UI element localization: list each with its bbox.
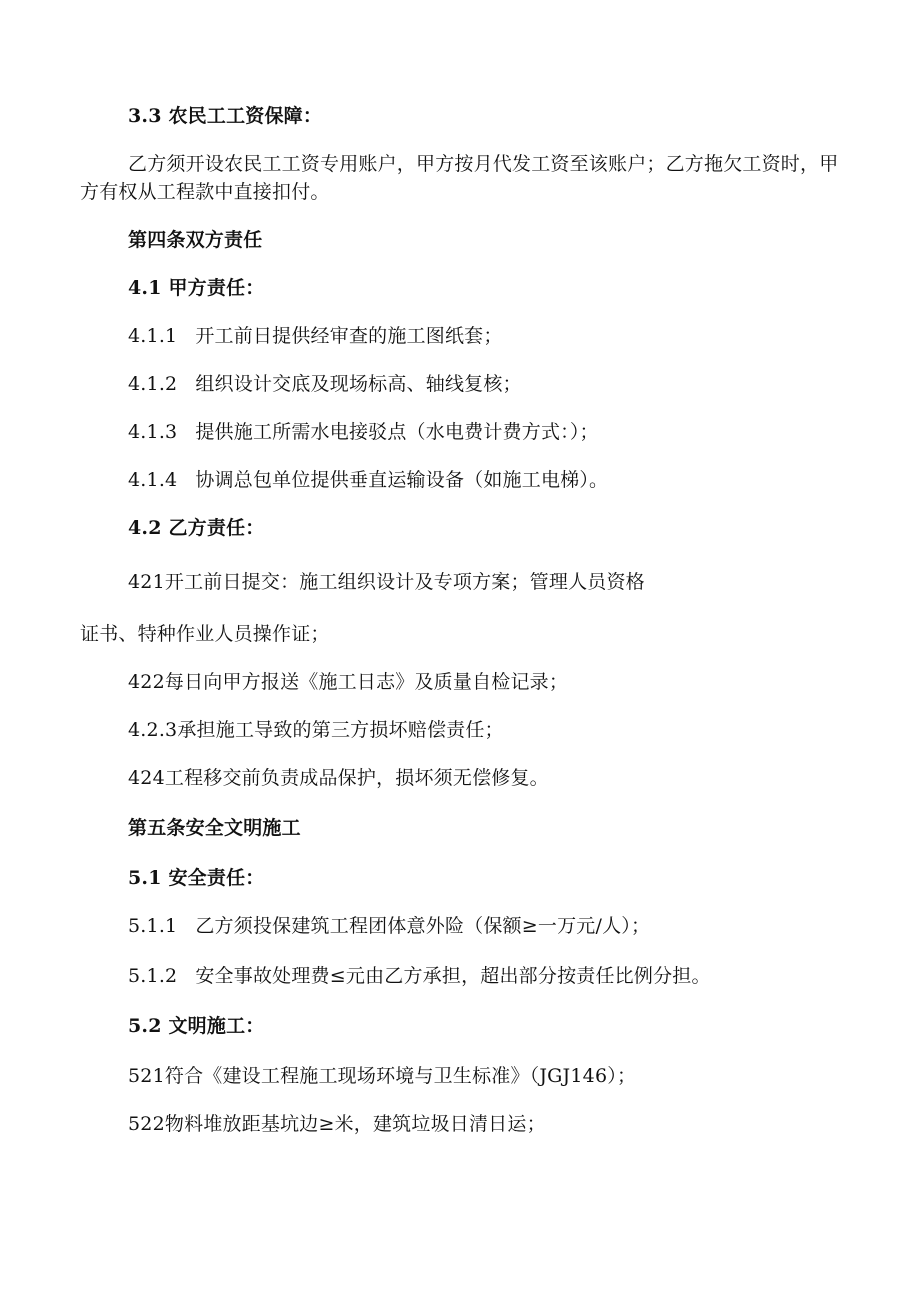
clause-4-1-1	[128, 324, 503, 348]
clause-4-2-1-line-1: 421开工前日提交：施工组织设计及专项方案；管理人员资格	[128, 571, 645, 593]
clause-text: 乙方须投保建筑工程团体意外险（保额≥一万元/人）；	[195, 915, 651, 937]
clause-4-1-2	[128, 372, 522, 396]
clause-4-1-3	[128, 420, 599, 444]
clause-number: 4.1.1	[128, 325, 178, 347]
clause-number: 4.1.2	[128, 373, 178, 395]
clause-text: 协调总包单位提供垂直运输设备（如施工电梯）。	[195, 469, 609, 491]
section-5-2-heading: 5.2 文明施工：	[128, 1015, 265, 1037]
clause-5-2-1: 521符合《建设工程施工现场环境与卫生标准》（JGJ146）；	[128, 1065, 637, 1087]
clause-number: 5.1.2	[128, 965, 178, 987]
clause-number: 4.1.4	[128, 469, 178, 491]
article-4-heading: 第四条双方责任	[128, 229, 263, 251]
clause-4-2-1-line-2: 证书、特种作业人员操作证；	[80, 623, 330, 645]
clause-text: 开工前日提供经审查的施工图纸套；	[195, 325, 503, 347]
clause-text: 安全事故处理费≤元由乙方承担，超出部分按责任比例分担。	[195, 965, 711, 987]
section-4-2-heading: 4.2 乙方责任：	[128, 517, 265, 539]
section-3-3-text-line-2: 方有权从工程款中直接扣付。	[80, 181, 330, 203]
article-5-heading: 第五条安全文明施工	[128, 817, 301, 839]
clause-5-2-2: 522物料堆放距基坑边≥米，建筑垃圾日清日运；	[128, 1113, 546, 1135]
clause-text: 提供施工所需水电接驳点（水电费计费方式：）；	[195, 421, 599, 443]
clause-text: 组织设计交底及现场标高、轴线复核；	[195, 373, 522, 395]
clause-4-2-3: 4.2.3承担施工导致的第三方损坏赔偿责任；	[128, 719, 504, 741]
clause-4-2-2: 422每日向甲方报送《施工日志》及质量自检记录；	[128, 671, 569, 693]
clause-5-1-2	[128, 964, 711, 988]
section-4-1-heading: 4.1 甲方责任：	[128, 277, 265, 299]
section-3-3-heading: 3.3 农民工工资保障：	[128, 105, 323, 127]
clause-5-1-1	[128, 914, 650, 938]
section-3-3-text-line-1: 乙方须开设农民工工资专用账户，甲方按月代发工资至该账户；乙方拖欠工资时，甲	[128, 153, 839, 175]
section-5-1-heading: 5.1 安全责任：	[128, 867, 265, 889]
clause-4-1-4	[128, 468, 608, 492]
clause-number: 5.1.1	[128, 915, 178, 937]
clause-4-2-4: 424工程移交前负责成品保护，损坏须无偿修复。	[128, 767, 549, 789]
clause-number: 4.1.3	[128, 421, 178, 443]
